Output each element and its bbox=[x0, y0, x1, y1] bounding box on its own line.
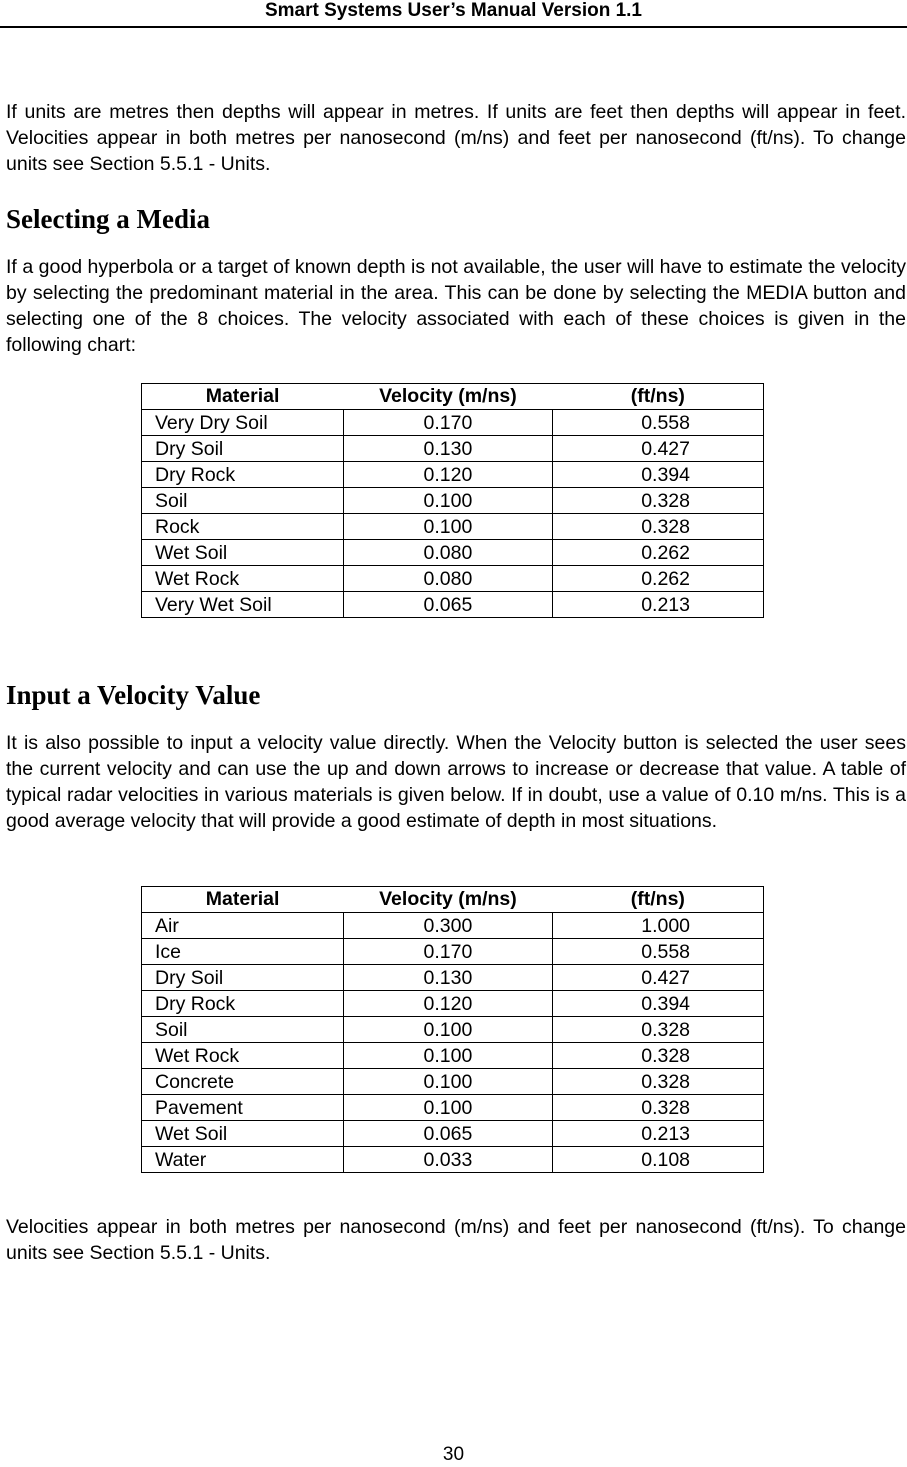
table-row bbox=[142, 965, 764, 991]
material-cell: Wet Soil bbox=[142, 1121, 344, 1147]
table-row bbox=[142, 592, 764, 618]
material-cell: Wet Soil bbox=[142, 540, 344, 566]
velocity-ftns-cell: 0.328 bbox=[553, 1095, 764, 1121]
material-cell: Dry Soil bbox=[142, 965, 344, 991]
input-velocity-paragraph: It is also possible to input a velocity value directly. When the Velocity button is selected the user sees the current velocity and can use the up and down arrows to increase or decrease that value. A table of typical radar velocities in various materials is given below. If in doubt, use a value of 0.10 m/ns. This is a good average velocity that will provide a good estimate of depth in most situations. bbox=[6, 732, 906, 832]
material-cell: Wet Rock bbox=[142, 1043, 344, 1069]
velocity-mns-cell: 0.080 bbox=[343, 540, 553, 566]
velocity-ftns-cell: 0.328 bbox=[553, 1043, 764, 1069]
table-row bbox=[142, 1121, 764, 1147]
velocity-mns-cell: 0.065 bbox=[343, 1121, 553, 1147]
table-row bbox=[142, 540, 764, 566]
table-header-row bbox=[142, 384, 764, 410]
velocity-mns-cell: 0.065 bbox=[343, 592, 553, 618]
velocity-ftns-cell: 0.328 bbox=[553, 514, 764, 540]
table-row bbox=[142, 488, 764, 514]
velocity-ftns-cell: 0.213 bbox=[553, 1121, 764, 1147]
velocity-ftns-cell: 1.000 bbox=[553, 913, 764, 939]
velocity-ftns-cell: 0.262 bbox=[553, 566, 764, 592]
intro-paragraph: If units are metres then depths will appear in metres. If units are feet then depths will appear in feet. Velocities appear in both metres per nanosecond (m/ns) and feet per nanosecond (ft/ns). To change units see Section 5.5.1 - Units. bbox=[6, 101, 906, 175]
column-header-material: Material bbox=[142, 887, 344, 913]
table-row bbox=[142, 939, 764, 965]
material-cell: Soil bbox=[142, 1017, 344, 1043]
velocity-mns-cell: 0.080 bbox=[343, 566, 553, 592]
table-row bbox=[142, 514, 764, 540]
velocity-ftns-cell: 0.262 bbox=[553, 540, 764, 566]
table-row bbox=[142, 436, 764, 462]
table-row bbox=[142, 1147, 764, 1173]
material-cell: Concrete bbox=[142, 1069, 344, 1095]
velocity-ftns-cell: 0.328 bbox=[553, 1017, 764, 1043]
velocity-mns-cell: 0.100 bbox=[343, 1043, 553, 1069]
material-cell: Dry Rock bbox=[142, 462, 344, 488]
table-row bbox=[142, 1043, 764, 1069]
material-cell: Very Dry Soil bbox=[142, 410, 344, 436]
media-velocity-table bbox=[141, 383, 764, 618]
table-row bbox=[142, 566, 764, 592]
typical-velocity-table bbox=[141, 886, 764, 1173]
table-row bbox=[142, 410, 764, 436]
units-note-paragraph: Velocities appear in both metres per nanosecond (m/ns) and feet per nanosecond (ft/ns). To change units see Section 5.5.1 - Units. bbox=[6, 1216, 906, 1264]
velocity-ftns-cell: 0.558 bbox=[553, 410, 764, 436]
table-header-row bbox=[142, 887, 764, 913]
velocity-ftns-cell: 0.108 bbox=[553, 1147, 764, 1173]
velocity-mns-cell: 0.130 bbox=[343, 965, 553, 991]
table-row bbox=[142, 1095, 764, 1121]
material-cell: Rock bbox=[142, 514, 344, 540]
column-header-velocity-ftns: (ft/ns) bbox=[553, 887, 764, 913]
velocity-ftns-cell: 0.427 bbox=[553, 436, 764, 462]
material-cell: Ice bbox=[142, 939, 344, 965]
material-cell: Soil bbox=[142, 488, 344, 514]
velocity-mns-cell: 0.033 bbox=[343, 1147, 553, 1173]
velocity-mns-cell: 0.120 bbox=[343, 991, 553, 1017]
material-cell: Dry Soil bbox=[142, 436, 344, 462]
page-header: Smart Systems User’s Manual Version 1.1 bbox=[0, 0, 907, 28]
column-header-material: Material bbox=[142, 384, 344, 410]
column-header-velocity-mns: Velocity (m/ns) bbox=[343, 887, 553, 913]
table-row bbox=[142, 462, 764, 488]
material-cell: Very Wet Soil bbox=[142, 592, 344, 618]
velocity-mns-cell: 0.170 bbox=[343, 410, 553, 436]
velocity-mns-cell: 0.100 bbox=[343, 514, 553, 540]
table-row bbox=[142, 991, 764, 1017]
velocity-mns-cell: 0.300 bbox=[343, 913, 553, 939]
velocity-ftns-cell: 0.328 bbox=[553, 488, 764, 514]
table-row bbox=[142, 1069, 764, 1095]
material-cell: Water bbox=[142, 1147, 344, 1173]
table-row bbox=[142, 913, 764, 939]
velocity-mns-cell: 0.100 bbox=[343, 1017, 553, 1043]
velocity-ftns-cell: 0.394 bbox=[553, 462, 764, 488]
velocity-ftns-cell: 0.558 bbox=[553, 939, 764, 965]
velocity-ftns-cell: 0.394 bbox=[553, 991, 764, 1017]
column-header-velocity-mns: Velocity (m/ns) bbox=[343, 384, 553, 410]
velocity-mns-cell: 0.100 bbox=[343, 488, 553, 514]
material-cell: Air bbox=[142, 913, 344, 939]
velocity-ftns-cell: 0.427 bbox=[553, 965, 764, 991]
heading-selecting-media: Selecting a Media bbox=[6, 204, 210, 234]
velocity-ftns-cell: 0.328 bbox=[553, 1069, 764, 1095]
table-row bbox=[142, 1017, 764, 1043]
material-cell: Dry Rock bbox=[142, 991, 344, 1017]
velocity-mns-cell: 0.100 bbox=[343, 1095, 553, 1121]
page-number: 30 bbox=[442, 1444, 465, 1465]
selecting-media-paragraph: If a good hyperbola or a target of known depth is not available, the user will have to estimate the velocity by selecting the predominant material in the area. This can be done by selecting the MEDIA button and selecting one of the 8 choices. The velocity associated with each of these choices is given in the following chart: bbox=[6, 256, 906, 356]
material-cell: Wet Rock bbox=[142, 566, 344, 592]
velocity-mns-cell: 0.100 bbox=[343, 1069, 553, 1095]
velocity-mns-cell: 0.130 bbox=[343, 436, 553, 462]
column-header-velocity-ftns: (ft/ns) bbox=[553, 384, 764, 410]
material-cell: Pavement bbox=[142, 1095, 344, 1121]
heading-input-velocity: Input a Velocity Value bbox=[6, 680, 261, 710]
velocity-mns-cell: 0.170 bbox=[343, 939, 553, 965]
velocity-ftns-cell: 0.213 bbox=[553, 592, 764, 618]
velocity-mns-cell: 0.120 bbox=[343, 462, 553, 488]
